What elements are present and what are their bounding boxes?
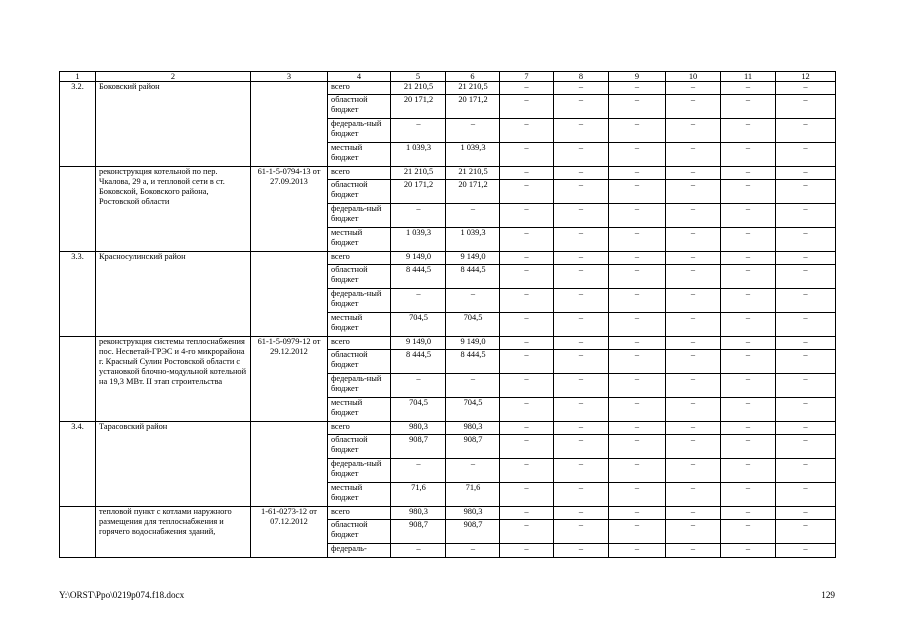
dash-cell: – — [666, 95, 721, 119]
col-header: 4 — [328, 72, 391, 82]
dash-cell: – — [609, 167, 666, 180]
dash-cell: – — [500, 313, 554, 337]
dash-cell: – — [554, 459, 609, 483]
item-number: 3.3. — [60, 252, 96, 337]
dash-cell: – — [500, 374, 554, 398]
dash-cell: – — [554, 483, 609, 507]
dash-cell: – — [554, 544, 609, 558]
funding-source: всего — [328, 422, 391, 435]
dash-cell: – — [500, 422, 554, 435]
dash-cell: – — [500, 180, 554, 204]
dash-cell: – — [776, 507, 836, 520]
dash-cell: – — [500, 350, 554, 374]
col-header: 12 — [776, 72, 836, 82]
dash-cell: – — [666, 459, 721, 483]
col-header: 9 — [609, 72, 666, 82]
dash-cell: – — [500, 459, 554, 483]
dash-cell: – — [609, 337, 666, 350]
dash-cell: – — [721, 398, 776, 422]
funding-source: областной бюджет — [328, 435, 391, 459]
dash-cell: – — [609, 204, 666, 228]
dash-cell: – — [666, 337, 721, 350]
table-row — [60, 507, 836, 520]
col-header: 2 — [96, 72, 251, 82]
funding-source: местный бюджет — [328, 143, 391, 167]
amount-cell: – — [446, 289, 500, 313]
funding-source: федераль-ный бюджет — [328, 459, 391, 483]
amount-cell: 21 210,5 — [391, 167, 446, 180]
dash-cell: – — [776, 143, 836, 167]
dash-cell: – — [500, 520, 554, 544]
dash-cell: – — [721, 313, 776, 337]
col-header: 6 — [446, 72, 500, 82]
dash-cell: – — [666, 180, 721, 204]
dash-cell: – — [776, 459, 836, 483]
dash-cell: – — [609, 313, 666, 337]
dash-cell: – — [500, 143, 554, 167]
table-row — [60, 337, 836, 350]
dash-cell: – — [609, 82, 666, 95]
table-header-row — [60, 72, 836, 82]
dash-cell: – — [721, 228, 776, 252]
table-row — [60, 252, 836, 265]
dash-cell: – — [554, 398, 609, 422]
dash-cell: – — [721, 289, 776, 313]
funding-source: областной бюджет — [328, 520, 391, 544]
funding-source: федераль- — [328, 544, 391, 558]
amount-cell: – — [446, 119, 500, 143]
funding-source: федераль-ный бюджет — [328, 289, 391, 313]
dash-cell: – — [666, 167, 721, 180]
dash-cell: – — [609, 459, 666, 483]
dash-cell: – — [666, 82, 721, 95]
dash-cell: – — [776, 204, 836, 228]
amount-cell: 20 171,2 — [446, 180, 500, 204]
col-header: 8 — [554, 72, 609, 82]
funding-source: областной бюджет — [328, 180, 391, 204]
funding-source: областной бюджет — [328, 350, 391, 374]
dash-cell: – — [666, 228, 721, 252]
amount-cell: 704,5 — [391, 313, 446, 337]
funding-source: всего — [328, 252, 391, 265]
dash-cell: – — [609, 119, 666, 143]
dash-cell: – — [554, 228, 609, 252]
amount-cell: 704,5 — [391, 398, 446, 422]
dash-cell: – — [500, 507, 554, 520]
col-header: 1 — [60, 72, 96, 82]
dash-cell: – — [554, 435, 609, 459]
dash-cell: – — [666, 204, 721, 228]
funding-source: местный бюджет — [328, 398, 391, 422]
amount-cell: 8 444,5 — [446, 265, 500, 289]
amount-cell: 704,5 — [446, 313, 500, 337]
amount-cell: – — [446, 459, 500, 483]
dash-cell: – — [721, 95, 776, 119]
dash-cell: – — [500, 95, 554, 119]
dash-cell: – — [500, 265, 554, 289]
dash-cell: – — [500, 544, 554, 558]
amount-cell: 71,6 — [446, 483, 500, 507]
item-name: Красносулинский район — [96, 252, 251, 337]
dash-cell: – — [554, 143, 609, 167]
amount-cell: 908,7 — [446, 435, 500, 459]
col-header: 3 — [251, 72, 328, 82]
amount-cell: 1 039,3 — [446, 143, 500, 167]
amount-cell: 21 210,5 — [391, 82, 446, 95]
col-header: 7 — [500, 72, 554, 82]
dash-cell: – — [609, 544, 666, 558]
dash-cell: – — [609, 180, 666, 204]
amount-cell: 9 149,0 — [446, 252, 500, 265]
dash-cell: – — [500, 398, 554, 422]
dash-cell: – — [666, 119, 721, 143]
dash-cell: – — [554, 204, 609, 228]
dash-cell: – — [609, 265, 666, 289]
item-name: реконструкция котельной по пер. Чкалова, 29 а, и тепловой сети в ст. Боковской, Боковского района, Ростовской области — [96, 167, 251, 252]
table-row — [60, 167, 836, 180]
col-header: 11 — [721, 72, 776, 82]
dash-cell: – — [500, 204, 554, 228]
dash-cell: – — [666, 252, 721, 265]
dash-cell: – — [500, 252, 554, 265]
dash-cell: – — [776, 483, 836, 507]
amount-cell: – — [391, 544, 446, 558]
item-number: 3.2. — [60, 82, 96, 167]
amount-cell: 9 149,0 — [391, 337, 446, 350]
dash-cell: – — [776, 422, 836, 435]
funding-source: местный бюджет — [328, 228, 391, 252]
amount-cell: 21 210,5 — [446, 167, 500, 180]
dash-cell: – — [666, 265, 721, 289]
dash-cell: – — [609, 95, 666, 119]
amount-cell: 980,3 — [391, 507, 446, 520]
amount-cell: – — [446, 374, 500, 398]
amount-cell: 8 444,5 — [446, 350, 500, 374]
dash-cell: – — [500, 167, 554, 180]
item-name: тепловой пункт с котлами наружного размещения для теплоснабжения и горячего водоснабжения зданий, — [96, 507, 251, 558]
funding-source: областной бюджет — [328, 95, 391, 119]
dash-cell: – — [721, 252, 776, 265]
dash-cell: – — [554, 350, 609, 374]
dash-cell: – — [776, 228, 836, 252]
dash-cell: – — [500, 82, 554, 95]
dash-cell: – — [609, 228, 666, 252]
amount-cell: 20 171,2 — [391, 180, 446, 204]
dash-cell: – — [776, 167, 836, 180]
dash-cell: – — [721, 350, 776, 374]
dash-cell: – — [721, 167, 776, 180]
amount-cell: 908,7 — [391, 435, 446, 459]
dash-cell: – — [776, 82, 836, 95]
dash-cell: – — [609, 252, 666, 265]
dash-cell: – — [609, 435, 666, 459]
item-name: Тарасовский район — [96, 422, 251, 507]
amount-cell: 908,7 — [446, 520, 500, 544]
dash-cell: – — [554, 252, 609, 265]
funding-source: всего — [328, 167, 391, 180]
funding-source: областной бюджет — [328, 265, 391, 289]
amount-cell: 21 210,5 — [446, 82, 500, 95]
amount-cell: 9 149,0 — [391, 252, 446, 265]
dash-cell: – — [609, 507, 666, 520]
dash-cell: – — [554, 337, 609, 350]
dash-cell: – — [609, 398, 666, 422]
table-row — [60, 422, 836, 435]
dash-cell: – — [721, 204, 776, 228]
dash-cell: – — [609, 422, 666, 435]
col-header: 5 — [391, 72, 446, 82]
dash-cell: – — [721, 422, 776, 435]
dash-cell: – — [609, 143, 666, 167]
dash-cell: – — [666, 483, 721, 507]
dash-cell: – — [666, 422, 721, 435]
funding-source: всего — [328, 507, 391, 520]
dash-cell: – — [609, 374, 666, 398]
dash-cell: – — [500, 435, 554, 459]
dash-cell: – — [776, 435, 836, 459]
amount-cell: – — [391, 119, 446, 143]
dash-cell: – — [666, 289, 721, 313]
item-expertise-code — [251, 252, 328, 337]
dash-cell: – — [776, 337, 836, 350]
amount-cell: 20 171,2 — [391, 95, 446, 119]
dash-cell: – — [776, 544, 836, 558]
dash-cell: – — [666, 313, 721, 337]
funding-source: федераль-ный бюджет — [328, 374, 391, 398]
item-expertise-code: 1-61-0273-12 от 07.12.2012 — [251, 507, 328, 558]
item-number: 3.4. — [60, 422, 96, 507]
dash-cell: – — [721, 265, 776, 289]
amount-cell: 20 171,2 — [446, 95, 500, 119]
dash-cell: – — [721, 544, 776, 558]
dash-cell: – — [554, 313, 609, 337]
amount-cell: 8 444,5 — [391, 265, 446, 289]
dash-cell: – — [609, 483, 666, 507]
item-name: реконструкция системы теплоснабжения пос. Несветай-ГРЭС и 4-го микрорайона г. Красный Сулин Ростовской области с установкой блочно-модульной котельной на 19,3 МВт. II этап строительства — [96, 337, 251, 422]
dash-cell: – — [776, 520, 836, 544]
dash-cell: – — [554, 167, 609, 180]
dash-cell: – — [776, 119, 836, 143]
funding-source: федераль-ный бюджет — [328, 204, 391, 228]
dash-cell: – — [500, 289, 554, 313]
table-row — [60, 82, 836, 95]
dash-cell: – — [776, 95, 836, 119]
page-number: 129 — [821, 590, 835, 600]
dash-cell: – — [554, 507, 609, 520]
dash-cell: – — [666, 374, 721, 398]
amount-cell: 9 149,0 — [446, 337, 500, 350]
dash-cell: – — [554, 180, 609, 204]
amount-cell: 704,5 — [446, 398, 500, 422]
dash-cell: – — [776, 265, 836, 289]
dash-cell: – — [554, 374, 609, 398]
amount-cell: – — [446, 204, 500, 228]
amount-cell: – — [391, 459, 446, 483]
amount-cell: 1 039,3 — [446, 228, 500, 252]
funding-source: федераль-ный бюджет — [328, 119, 391, 143]
item-number — [60, 507, 96, 558]
dash-cell: – — [721, 435, 776, 459]
item-number — [60, 337, 96, 422]
dash-cell: – — [554, 422, 609, 435]
dash-cell: – — [666, 398, 721, 422]
dash-cell: – — [666, 544, 721, 558]
col-header: 10 — [666, 72, 721, 82]
dash-cell: – — [721, 119, 776, 143]
dash-cell: – — [776, 350, 836, 374]
dash-cell: – — [721, 374, 776, 398]
dash-cell: – — [776, 374, 836, 398]
dash-cell: – — [554, 520, 609, 544]
dash-cell: – — [666, 143, 721, 167]
dash-cell: – — [500, 119, 554, 143]
amount-cell: 980,3 — [446, 507, 500, 520]
amount-cell: 8 444,5 — [391, 350, 446, 374]
dash-cell: – — [554, 82, 609, 95]
dash-cell: – — [666, 350, 721, 374]
dash-cell: – — [721, 483, 776, 507]
dash-cell: – — [500, 483, 554, 507]
dash-cell: – — [776, 289, 836, 313]
item-name: Боковский район — [96, 82, 251, 167]
dash-cell: – — [721, 337, 776, 350]
amount-cell: 71,6 — [391, 483, 446, 507]
amount-cell: 980,3 — [446, 422, 500, 435]
item-expertise-code: 61-1-5-0979-12 от 29.12.2012 — [251, 337, 328, 422]
dash-cell: – — [776, 252, 836, 265]
dash-cell: – — [721, 82, 776, 95]
dash-cell: – — [776, 180, 836, 204]
dash-cell: – — [666, 520, 721, 544]
document-path: Y:\ORST\Ppo\0219p074.f18.docx — [59, 590, 185, 600]
funding-source: всего — [328, 337, 391, 350]
item-expertise-code — [251, 422, 328, 507]
amount-cell: 980,3 — [391, 422, 446, 435]
dash-cell: – — [554, 289, 609, 313]
item-number — [60, 167, 96, 252]
amount-cell: – — [391, 204, 446, 228]
dash-cell: – — [500, 337, 554, 350]
dash-cell: – — [554, 95, 609, 119]
dash-cell: – — [776, 313, 836, 337]
dash-cell: – — [721, 520, 776, 544]
item-expertise-code: 61-1-5-0794-13 от 27.09.2013 — [251, 167, 328, 252]
amount-cell: 1 039,3 — [391, 143, 446, 167]
dash-cell: – — [721, 143, 776, 167]
funding-source: всего — [328, 82, 391, 95]
dash-cell: – — [609, 350, 666, 374]
dash-cell: – — [776, 398, 836, 422]
budget-table — [59, 71, 836, 558]
funding-source: местный бюджет — [328, 483, 391, 507]
dash-cell: – — [500, 228, 554, 252]
dash-cell: – — [666, 507, 721, 520]
amount-cell: – — [391, 289, 446, 313]
dash-cell: – — [721, 507, 776, 520]
dash-cell: – — [609, 289, 666, 313]
funding-source: местный бюджет — [328, 313, 391, 337]
amount-cell: – — [391, 374, 446, 398]
amount-cell: 1 039,3 — [391, 228, 446, 252]
dash-cell: – — [666, 435, 721, 459]
dash-cell: – — [554, 265, 609, 289]
dash-cell: – — [721, 180, 776, 204]
amount-cell: – — [446, 544, 500, 558]
amount-cell: 908,7 — [391, 520, 446, 544]
dash-cell: – — [721, 459, 776, 483]
dash-cell: – — [609, 520, 666, 544]
dash-cell: – — [554, 119, 609, 143]
item-expertise-code — [251, 82, 328, 167]
